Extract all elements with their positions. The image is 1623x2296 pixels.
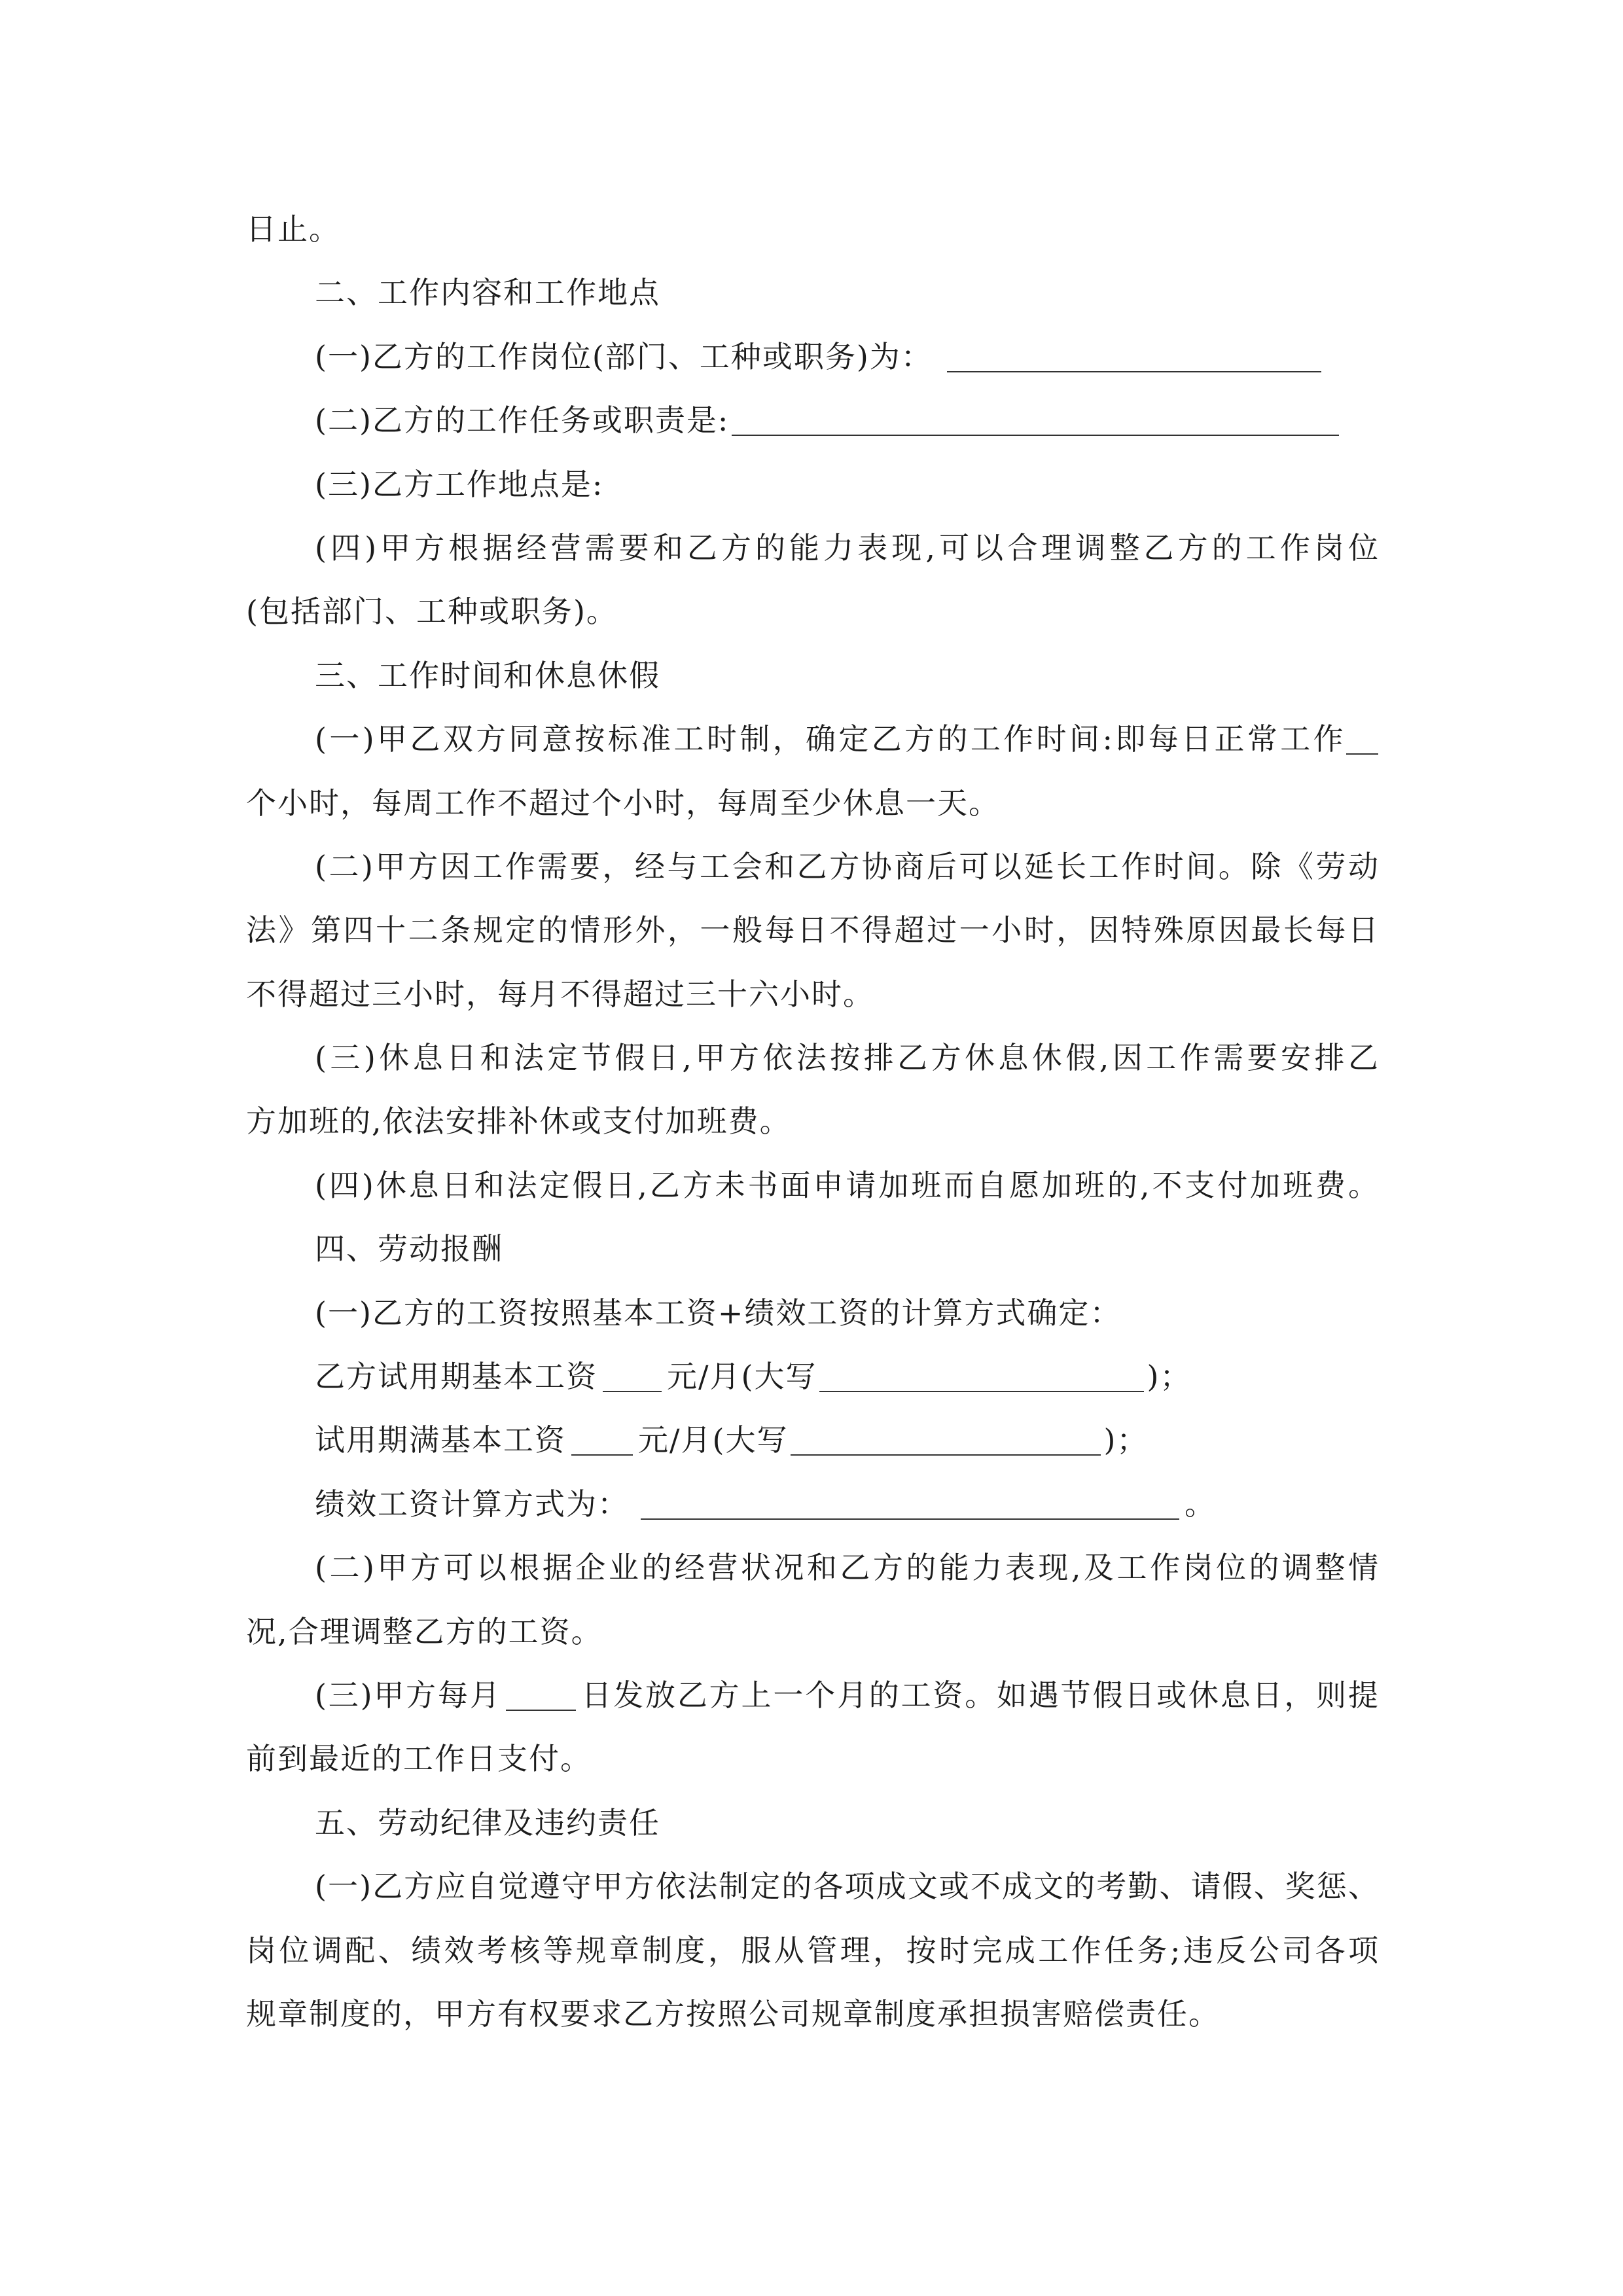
text-line: 方加班的,依法安排补休或支付加班费。 (246, 1103, 791, 1139)
fill-in-blank (506, 1704, 576, 1711)
section-heading: 五、劳动纪律及违约责任 (315, 1804, 660, 1840)
fill-in-blank (732, 429, 1339, 436)
line-text: 元/月(大写 (667, 1359, 817, 1395)
text-line (246, 1408, 1378, 1472)
line-text: 试用期满基本工资 (315, 1422, 566, 1458)
text-line (246, 1473, 1378, 1536)
text-line: 况,合理调整乙方的工资。 (246, 1613, 603, 1649)
text-line: 不得超过三小时，每月不得超过三十六小时。 (246, 976, 874, 1012)
text-line: (三)休息日和法定节假日,甲方依法按排乙方休息休假,因工作需要安排乙 (315, 1040, 1378, 1076)
text-line: (四)甲方根据经营需要和乙方的能力表现,可以合理调整乙方的工作岗位 (315, 529, 1378, 565)
fill-in-blank (641, 1513, 1179, 1520)
line-text: )； (1103, 1422, 1149, 1458)
text-line (246, 708, 1378, 771)
text-line (246, 1345, 1378, 1408)
document-body (246, 198, 1378, 2046)
text-line: (四)休息日和法定假日,乙方未书面申请加班而自愿加班的,不支付加班费。 (315, 1167, 1378, 1203)
fill-in-blank (571, 1449, 633, 1456)
text-line (246, 325, 1378, 389)
line-text: 日发放乙方上一个月的工资。如遇节假日或休息日，则提 (579, 1677, 1378, 1713)
line-text: )； (1147, 1359, 1192, 1395)
fill-in-blank (791, 1449, 1101, 1456)
line-text: (二)乙方的工作任务或职责是: (315, 403, 730, 439)
text-line: 岗位调配、绩效考核等规章制度，服从管理，按时完成工作任务;违反公司各项 (246, 1932, 1378, 1968)
line-text: 绩效工资计算方式为： (315, 1486, 629, 1522)
line-text: 元/月(大写 (638, 1422, 789, 1458)
text-line: 规章制度的，甲方有权要求乙方按照公司规章制度承担损害赔偿责任。 (246, 1996, 1220, 2032)
text-line (246, 389, 1378, 452)
line-text: (一)乙方的工作岗位(部门、工种或职务)为： (315, 338, 933, 374)
text-line: 法》第四十二条规定的情形外，一般每日不得超过一小时，因特殊原因最长每日 (246, 912, 1378, 948)
fill-in-blank (603, 1386, 662, 1392)
line-text: 乙方试用期基本工资 (315, 1359, 597, 1395)
line-text: (一)甲乙双方同意按标准工时制，确定乙方的工作时间:即每日正常工作 (315, 721, 1346, 757)
text-line (246, 1664, 1378, 1727)
text-line: 日止。 (246, 211, 340, 247)
text-line: (二)甲方可以根据企业的经营状况和乙方的能力表现,及工作岗位的调整情 (315, 1550, 1378, 1586)
text-line: (包括部门、工种或职务)。 (246, 594, 618, 630)
text-line: (一)乙方应自觉遵守甲方依法制定的各项成文或不成文的考勤、请假、奖惩、 (315, 1869, 1378, 1905)
section-heading: 四、劳动报酬 (315, 1231, 503, 1267)
line-text: 。 (1185, 1486, 1216, 1522)
fill-in-blank (947, 366, 1321, 372)
fill-in-blank (819, 1386, 1144, 1392)
text-line: (三)乙方工作地点是: (315, 466, 604, 502)
text-line: 个小时，每周工作不超过个小时，每周至少休息一天。 (246, 785, 1000, 821)
text-line: 前到最近的工作日支付。 (246, 1741, 592, 1777)
fill-in-blank (1346, 748, 1378, 755)
text-line: (二)甲方因工作需要，经与工会和乙方协商后可以延长工作时间。除《劳动 (315, 848, 1378, 884)
text-line: (一)乙方的工资按照基本工资+绩效工资的计算方式确定： (315, 1295, 1122, 1331)
section-heading: 二、工作内容和工作地点 (315, 275, 660, 311)
section-heading: 三、工作时间和休息休假 (315, 657, 660, 693)
line-text: (三)甲方每月 (315, 1677, 502, 1713)
